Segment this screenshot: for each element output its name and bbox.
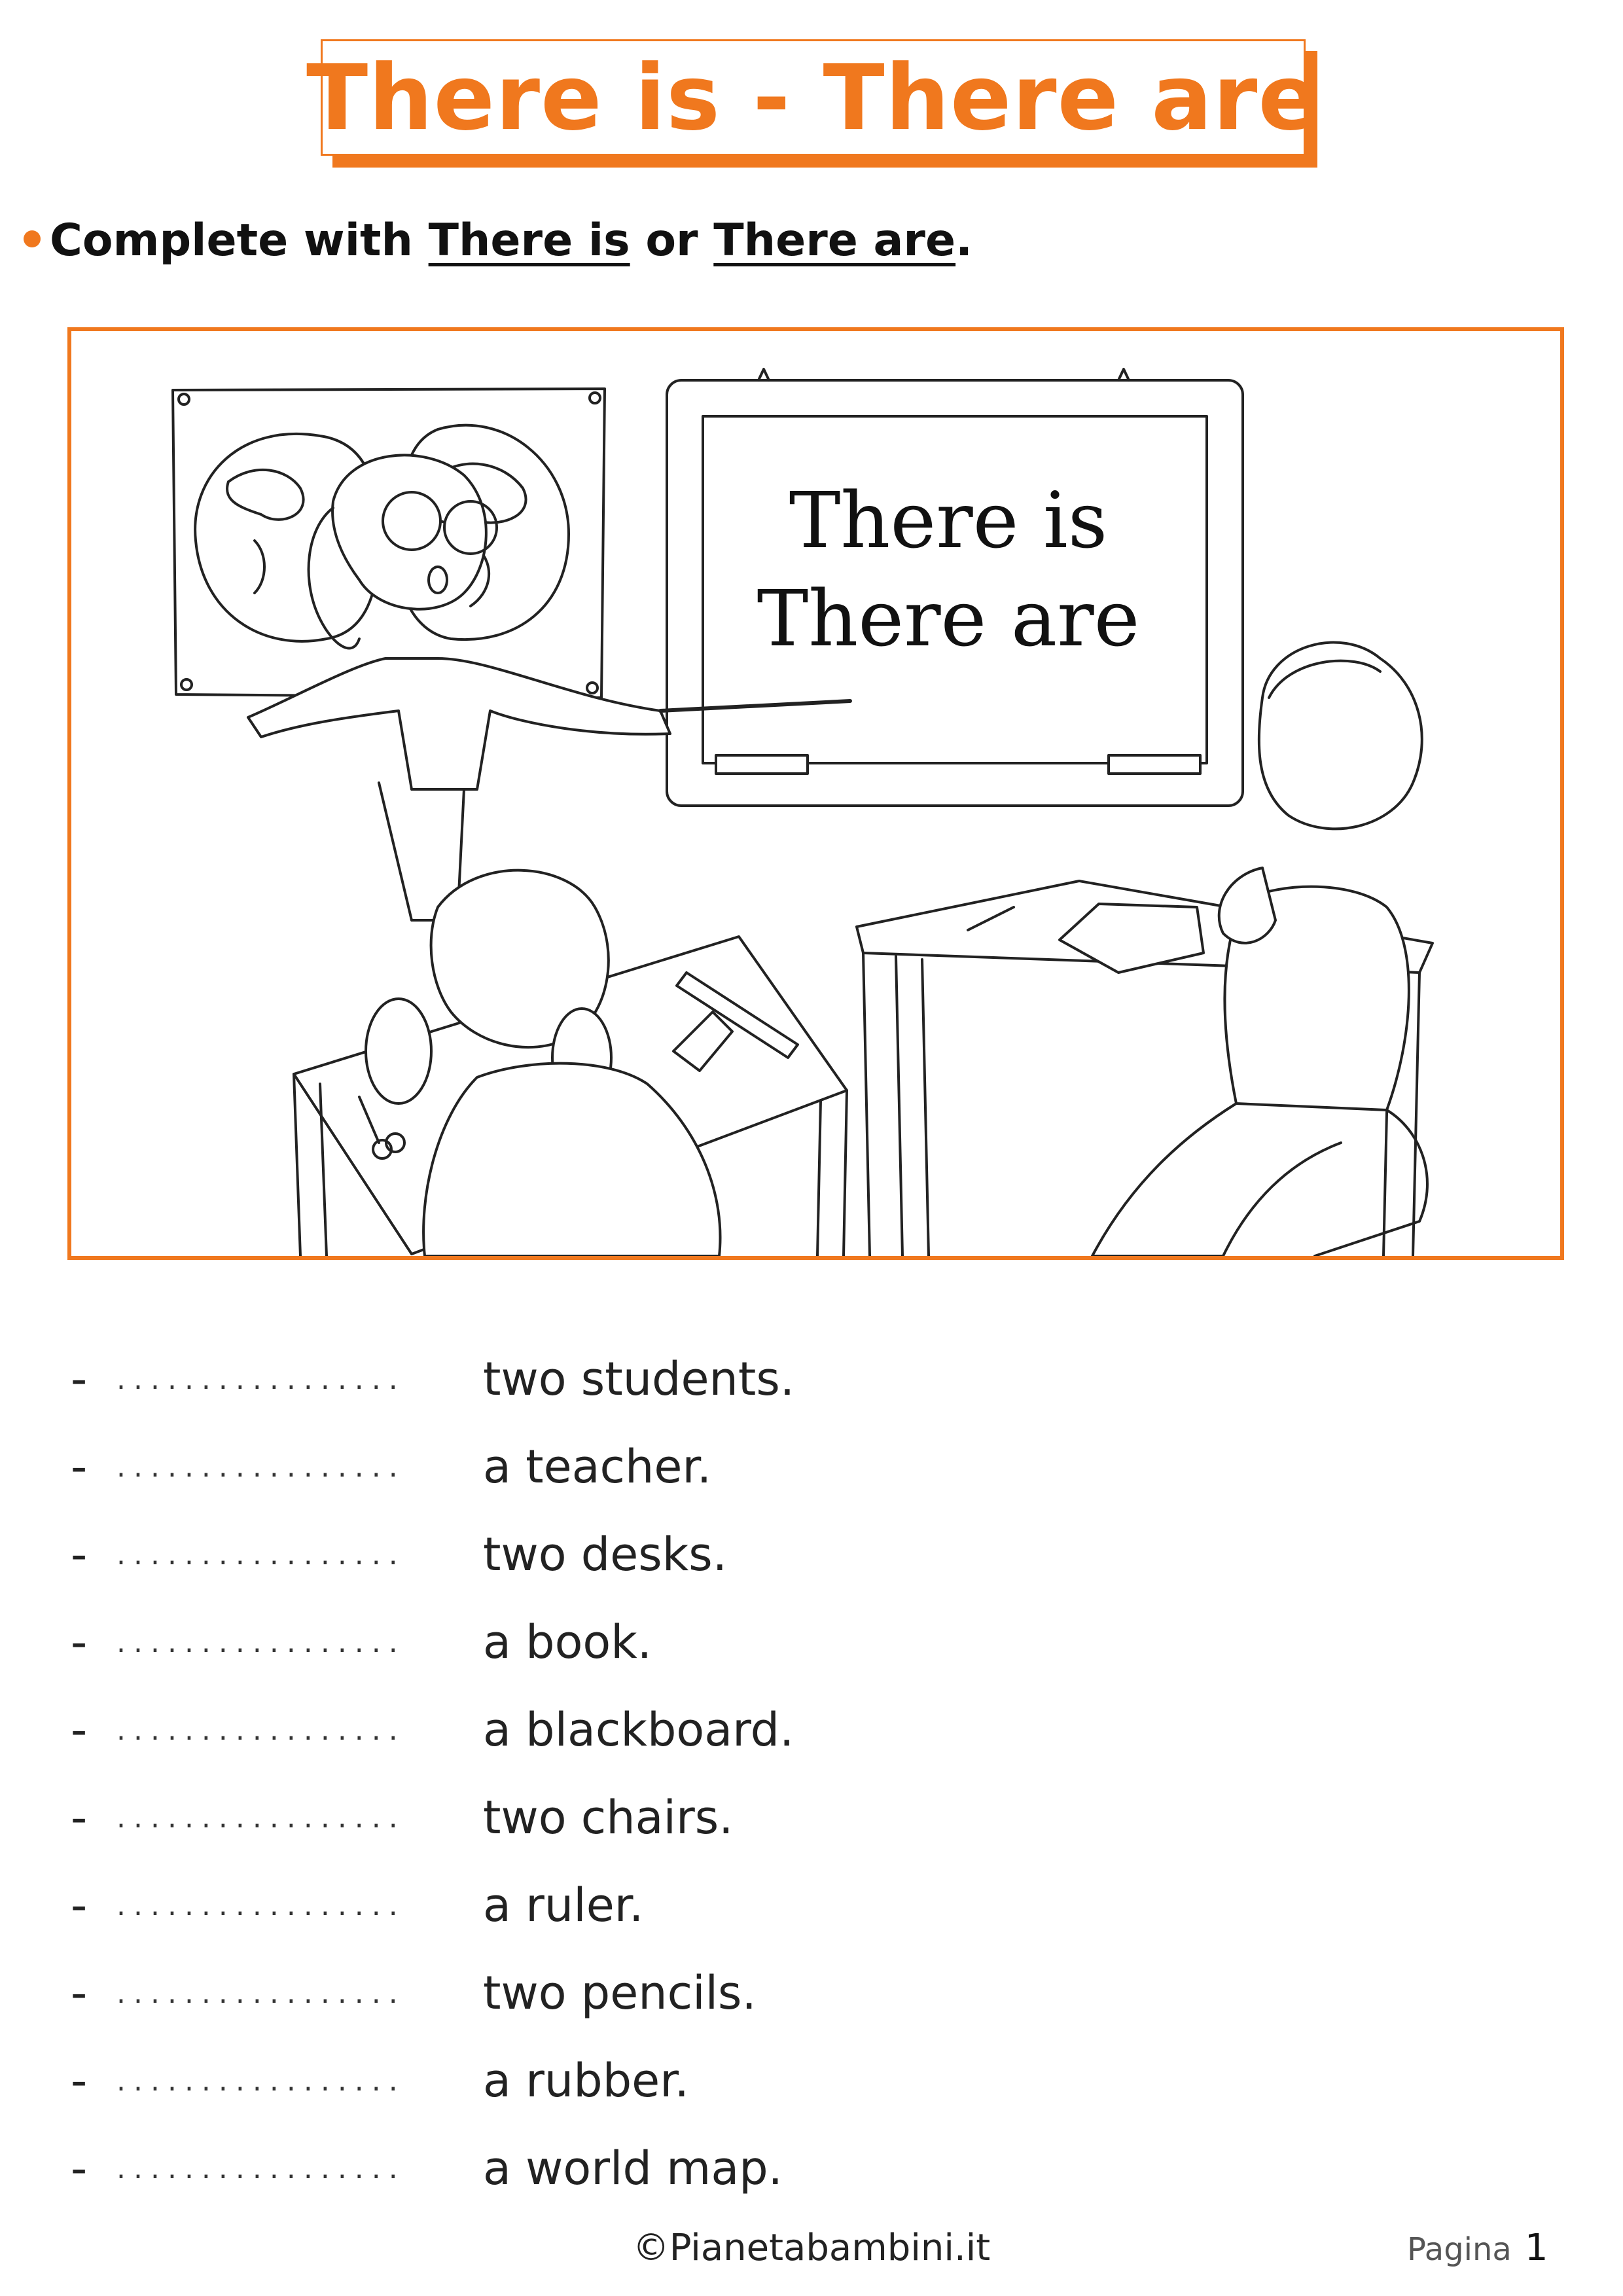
answer-blank[interactable]: .................	[116, 1362, 406, 1396]
title-box	[306, 39, 1320, 156]
list-item	[71, 1335, 794, 1423]
list-item	[71, 1598, 794, 1686]
list-item	[71, 1774, 794, 1861]
list-dash: -	[71, 2142, 88, 2195]
page-title: There is - There are	[306, 45, 1320, 151]
list-dash: -	[71, 1528, 88, 1581]
instruction-prefix: Complete with	[50, 215, 413, 266]
page-number-value: 1	[1524, 2227, 1548, 2269]
page-label: Pagina	[1407, 2231, 1512, 2268]
list-dash: -	[71, 1440, 88, 1494]
item-text: a blackboard.	[483, 1703, 794, 1757]
answer-blank[interactable]: .................	[116, 2151, 406, 2185]
item-text: two students.	[483, 1352, 795, 1406]
item-text: two pencils.	[483, 1966, 757, 2020]
list-dash: -	[71, 1352, 88, 1406]
instruction-option-there-are: There are	[713, 215, 956, 266]
answer-blank[interactable]: .................	[116, 2064, 406, 2098]
blackboard-line-2: There are	[757, 573, 1140, 664]
instruction-suffix: .	[955, 215, 972, 266]
list-item	[71, 1423, 794, 1511]
list-dash: -	[71, 1615, 88, 1669]
item-text: a book.	[483, 1615, 652, 1669]
instruction-connector: or	[645, 215, 698, 266]
list-item	[71, 1686, 794, 1774]
instruction-option-there-is: There is	[428, 215, 630, 266]
answer-blank[interactable]: .................	[116, 1976, 406, 2010]
answer-blank[interactable]: .................	[116, 1888, 406, 1922]
bullet-icon	[24, 230, 41, 247]
item-text: a teacher.	[483, 1440, 712, 1494]
list-dash: -	[71, 2054, 88, 2108]
answer-blank[interactable]: .................	[116, 1801, 406, 1835]
item-text: two chairs.	[483, 1791, 734, 1844]
item-text: a ruler.	[483, 1878, 644, 1932]
answer-blank[interactable]: .................	[116, 1450, 406, 1484]
classroom-illustration	[67, 327, 1564, 1260]
exercise-list	[71, 1335, 794, 2212]
answer-blank[interactable]: .................	[116, 1625, 406, 1659]
answer-blank[interactable]: .................	[116, 1713, 406, 1747]
instruction	[24, 215, 972, 266]
title-banner	[306, 39, 1320, 156]
page-number	[1407, 2227, 1548, 2269]
item-text: a rubber.	[483, 2054, 689, 2108]
list-dash: -	[71, 1703, 88, 1757]
item-text: two desks.	[483, 1528, 728, 1581]
footer-site: ©Pianetabambini.it	[632, 2227, 991, 2269]
list-dash: -	[71, 1791, 88, 1844]
answer-blank[interactable]: .................	[116, 1537, 406, 1571]
list-item	[71, 1861, 794, 1949]
list-dash: -	[71, 1878, 88, 1932]
list-item	[71, 1949, 794, 2037]
list-item	[71, 2125, 794, 2212]
blackboard-line-1: There is	[789, 475, 1108, 565]
item-text: a world map.	[483, 2142, 783, 2195]
list-dash: -	[71, 1966, 88, 2020]
list-item	[71, 2037, 794, 2125]
list-item	[71, 1511, 794, 1598]
